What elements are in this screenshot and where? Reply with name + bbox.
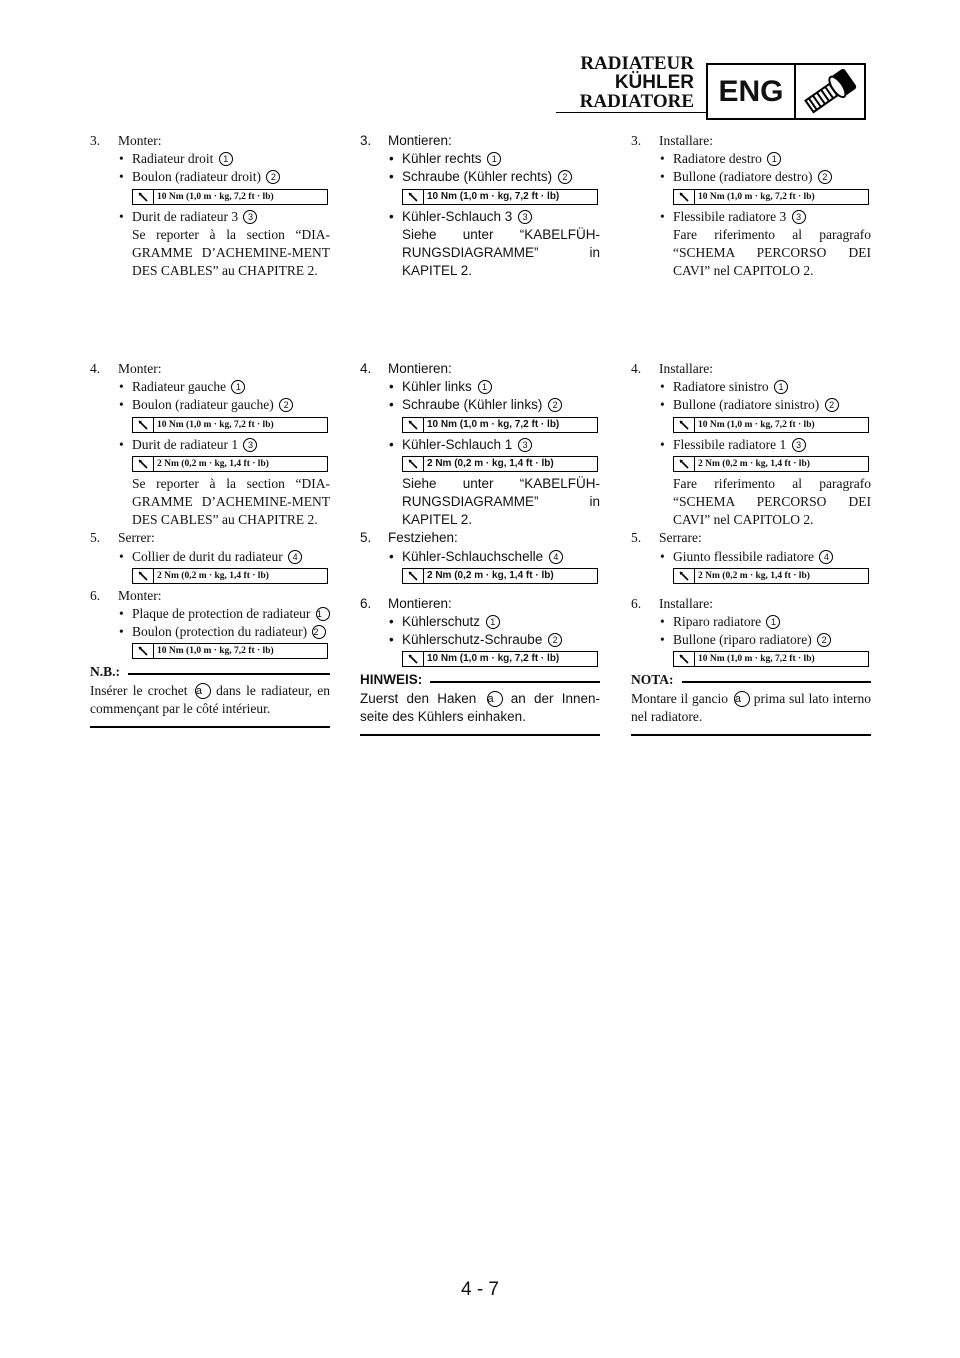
torque-value: 10 Nm (1,0 m · kg, 7,2 ft · lb) [427,418,560,430]
step-heading: 6. Montieren: [360,595,600,613]
list-item: • Boulon (protection du radiateur) 2 [90,623,330,641]
step-number: 6. [360,595,372,611]
callout-number: 4 [549,550,563,564]
list-item: • Kühler rechts 1 [360,150,600,168]
note-rule [90,726,330,728]
callout-number: 1 [767,152,781,166]
callout-number: 3 [243,210,257,224]
step-heading: 3. Installare: [631,132,871,150]
engine-bolt-icon [796,65,864,118]
torque-spec [132,568,328,584]
title-de: KÜHLER [614,72,694,93]
step-heading: 4. Montieren: [360,360,600,378]
bullet: • [119,169,124,185]
step-heading: 6. Monter: [90,587,330,605]
bullet: • [119,606,124,622]
bullet: • [660,632,665,648]
torque-value: 2 Nm (0,2 m · kg, 1,4 ft · lb) [698,570,810,581]
step-heading: 3. Montieren: [360,132,600,150]
callout-number: 1 [766,615,780,629]
torque-wrench-icon [403,418,424,432]
step-heading: 5. Serrare: [631,529,871,547]
bullet: • [119,624,124,640]
step-number: 5. [360,530,372,546]
section-badge [706,63,866,120]
bullet: • [389,436,394,452]
callout-number: 2 [312,625,326,639]
bullet: • [660,548,665,564]
step-heading: 5. Serrer: [90,529,330,547]
list-item: • Radiateur droit 1 [90,150,330,168]
bullet: • [389,208,394,224]
torque-spec [402,568,598,584]
callout-number: 3 [518,210,532,224]
step-3 [360,132,600,280]
list-item: • Radiatore sinistro 1 [631,378,871,396]
reference-note: Se reporter à la section “DIA-GRAMME D’ACHEMINE-MENT DES CABLES” au CHAPITRE 2. [132,475,330,528]
callout-number: 1 [774,380,788,394]
list-item: • Radiateur gauche 1 [90,378,330,396]
torque-value: 10 Nm (1,0 m · kg, 7,2 ft · lb) [157,191,274,202]
step-number: 3. [360,133,372,148]
list-item: • Bullone (riparo radiatore) 2 [631,631,871,649]
torque-value: 2 Nm (0,2 m · kg, 1,4 ft · lb) [157,570,269,581]
callout-number: 2 [558,170,572,184]
torque-spec [132,643,328,659]
torque-spec [132,456,328,472]
list-item: • Kühler-Schlauch 1 3 [360,436,600,454]
step-heading: 4. Installare: [631,360,871,378]
torque-wrench-icon [674,418,695,432]
list-item: • Schraube (Kühler links) 2 [360,396,600,414]
torque-value: 10 Nm (1,0 m · kg, 7,2 ft · lb) [157,419,274,430]
list-item: • Kühlerschutz-Schraube 2 [360,631,600,649]
torque-wrench-icon [133,190,154,204]
step-number: 6. [90,587,101,603]
torque-wrench-icon [133,644,154,658]
list-item: • Boulon (radiateur droit) 2 [90,168,330,186]
bullet: • [660,151,665,167]
bullet: • [660,436,665,452]
torque-wrench-icon [133,569,154,583]
callout-number: 1 [231,380,245,394]
callout-number: 3 [792,210,806,224]
torque-wrench-icon [133,457,154,471]
torque-value: 10 Nm (1,0 m · kg, 7,2 ft · lb) [698,191,815,202]
callout-number: a [195,683,211,699]
note-header: NOTA: [631,671,871,689]
step-3 [90,132,330,280]
torque-value: 10 Nm (1,0 m · kg, 7,2 ft · lb) [427,190,560,202]
list-item: • Kühler links 1 [360,378,600,396]
list-item: • Durit de radiateur 3 3 [90,208,330,226]
callout-number: 1 [219,152,233,166]
list-item: • Collier de durit du radiateur 4 [90,548,330,566]
reference-note: Fare riferimento al paragrafo “SCHEMA PERCORSO DEI CAVI” nel CAPITOLO 2. [673,475,871,528]
list-item: • Kühlerschutz 1 [360,613,600,631]
reference-note: Siehe unter “KABELFÜH-RUNGSDIAGRAMME” in KAPITEL 2. [402,226,600,279]
section-title [580,54,694,111]
note-text: Insérer le crochet a dans le radiateur, en commençant par le côté intérieur. [90,682,330,716]
torque-value: 2 Nm (0,2 m · kg, 1,4 ft · lb) [698,458,810,469]
callout-number: a [487,691,503,707]
callout-number: 2 [817,633,831,647]
title-it: RADIATORE [579,91,694,112]
bullet: • [119,151,124,167]
callout-number: 3 [243,438,257,452]
callout-number: 1 [478,380,492,394]
bullet: • [660,397,665,413]
torque-wrench-icon [133,418,154,432]
bullet: • [660,379,665,395]
title-fr: RADIATEUR [580,53,694,74]
callout-number: 2 [279,398,293,412]
list-item: • Boulon (radiateur gauche) 2 [90,396,330,414]
reference-note: Siehe unter “KABELFÜH-RUNGSDIAGRAMME” in KAPITEL 2. [402,475,600,528]
step-4-6 [360,360,600,736]
torque-spec [673,417,869,433]
note-rule [360,734,600,736]
torque-spec [402,456,598,472]
reference-note: Fare riferimento al paragrafo “SCHEMA PERCORSO DEI CAVI” nel CAPITOLO 2. [673,226,871,279]
torque-wrench-icon [403,652,424,666]
list-item: • Riparo radiatore 1 [631,613,871,631]
bullet: • [389,169,394,185]
note-text: Montare il gancio a prima sul lato interno nel radiatore. [631,690,872,724]
torque-wrench-icon [674,569,695,583]
list-item: • Flessibile radiatore 3 3 [631,208,871,226]
list-item: • Durit de radiateur 1 3 [90,436,330,454]
torque-wrench-icon [674,190,695,204]
torque-wrench-icon [674,652,695,666]
torque-spec [402,651,598,667]
callout-number: 1 [487,152,501,166]
note-header: N.B.: [90,663,330,681]
torque-value: 2 Nm (0,2 m · kg, 1,4 ft · lb) [427,457,554,469]
torque-spec [673,456,869,472]
step-heading: 5. Festziehen: [360,529,600,547]
bullet: • [660,208,665,224]
bullet: • [660,169,665,185]
bullet: • [389,632,394,648]
step-number: 4. [631,361,642,376]
torque-value: 10 Nm (1,0 m · kg, 7,2 ft · lb) [427,653,560,665]
step-3 [631,132,871,280]
torque-spec [402,189,598,205]
torque-value: 10 Nm (1,0 m · kg, 7,2 ft · lb) [698,419,815,430]
note-text: Zuerst den Haken a an der Innen-seite des Kühlers einhaken. [360,690,600,724]
step-number: 4. [360,361,372,376]
callout-number: a [734,691,750,707]
torque-spec [402,417,598,433]
torque-spec [132,189,328,205]
step-heading: 3. Monter: [90,132,330,150]
step-heading: 4. Monter: [90,360,330,378]
callout-number: 2 [548,398,562,412]
callout-number: 1 [316,607,330,621]
torque-wrench-icon [403,457,424,471]
torque-spec [673,568,869,584]
bullet: • [389,614,394,630]
bullet: • [660,614,665,630]
step-number: 3. [631,133,642,148]
step-4-6 [631,360,871,736]
step-number: 4. [90,361,101,376]
callout-number: 2 [818,170,832,184]
reference-note: Se reporter à la section “DIA-GRAMME D’ACHEMINE-MENT DES CABLES” au CHAPITRE 2. [132,226,330,279]
callout-number: 2 [266,170,280,184]
torque-value: 2 Nm (0,2 m · kg, 1,4 ft · lb) [427,569,554,581]
list-item: • Radiatore destro 1 [631,150,871,168]
bullet: • [119,436,124,452]
bullet: • [389,379,394,395]
note-rule [631,734,871,736]
torque-wrench-icon [403,569,424,583]
callout-number: 4 [819,550,833,564]
callout-number: 2 [825,398,839,412]
list-item: • Plaque de protection de radiateur 1 [90,605,330,623]
step-heading: 6. Installare: [631,595,871,613]
list-item: • Flessibile radiatore 1 3 [631,436,871,454]
callout-number: 4 [288,550,302,564]
torque-value: 10 Nm (1,0 m · kg, 7,2 ft · lb) [698,654,815,665]
list-item: • Bullone (radiatore destro) 2 [631,168,871,186]
list-item: • Kühler-Schlauchschelle 4 [360,548,600,566]
list-item: • Bullone (radiatore sinistro) 2 [631,396,871,414]
torque-spec [673,189,869,205]
torque-spec [673,651,869,667]
bullet: • [389,548,394,564]
note-header: HINWEIS: [360,671,600,689]
callout-number: 1 [486,615,500,629]
callout-number: 3 [518,438,532,452]
torque-value: 2 Nm (0,2 m · kg, 1,4 ft · lb) [157,458,269,469]
torque-value: 10 Nm (1,0 m · kg, 7,2 ft · lb) [157,646,274,657]
step-number: 3. [90,133,101,148]
bullet: • [119,379,124,395]
bullet: • [389,397,394,413]
list-item: • Schraube (Kühler rechts) 2 [360,168,600,186]
step-number: 5. [631,530,642,546]
bullet: • [119,397,124,413]
torque-wrench-icon [403,190,424,204]
torque-wrench-icon [674,457,695,471]
list-item: • Giunto flessibile radiatore 4 [631,548,871,566]
callout-number: 3 [792,438,806,452]
bullet: • [119,548,124,564]
step-number: 5. [90,530,101,546]
eng-label: ENG [708,65,796,118]
bullet: • [119,208,124,224]
torque-spec [132,417,328,433]
callout-number: 2 [548,633,562,647]
page-number: 4 - 7 [460,1279,500,1300]
step-number: 6. [631,595,642,611]
list-item: • Kühler-Schlauch 3 3 [360,208,600,226]
bullet: • [389,151,394,167]
step-4-6 [90,360,330,728]
header-rule [556,112,706,113]
